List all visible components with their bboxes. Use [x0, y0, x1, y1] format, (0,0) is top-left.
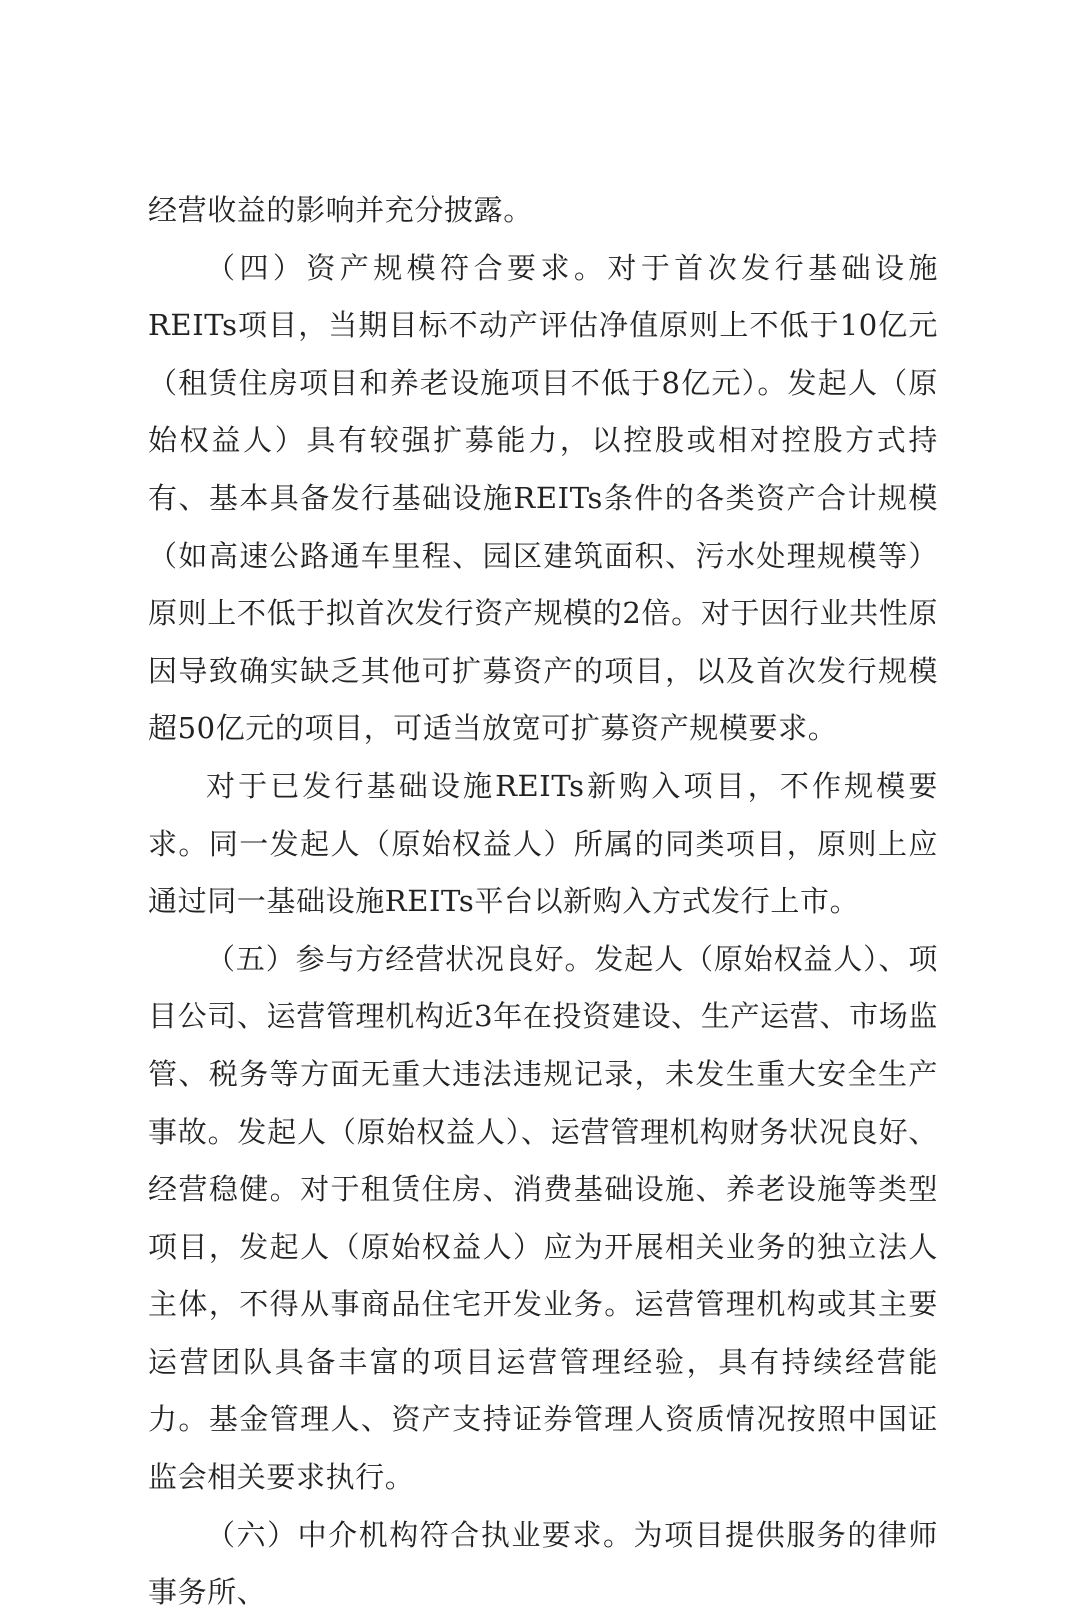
paragraph-new-acquisition [148, 758, 938, 931]
paragraph-asset-scale [148, 240, 938, 758]
paragraph-text: 发起人（原始权益人）、项目公司、运营管理机构近3年在投资建设、生产运营、市场监管、税务等方面无重大违法违规记录，未发生重大安全生产事故。发起人（原始权益人）、运营管理机构财务状况良好、经营稳健。对于租赁住房、消费基础设施、养老设施等类型项目，发起人（原始权益人）应为开展相关业务的独立法人主体，不得从事商品住宅开发业务。运营管理机构或其主要运营团队具备丰富的项目运营管理经验，具有持续经营能力。基金管理人、资产支持证券管理人资质情况按照中国证监会相关要求执行。 [148, 941, 939, 1495]
paragraph-participants [148, 931, 938, 1507]
section-heading-6: （六）中介机构符合执业要求。 [206, 1517, 634, 1552]
document-page [148, 182, 938, 1622]
paragraph-text: 对于已发行基础设施REITs新购入项目，不作规模要求。同一发起人（原始权益人）所属的同类项目，原则上应通过同一基础设施REITs平台以新购入方式发行上市。 [148, 768, 938, 919]
paragraph-text: 经营收益的影响并充分披露。 [148, 193, 533, 227]
paragraph-text: 对于首次发行基础设施REITs项目，当期目标不动产评估净值原则上不低于10亿元（租赁住房项目和养老设施项目不低于8亿元）。发起人（原始权益人）具有较强扩募能力，以控股或相对控股方式持有、基本具备发行基础设施REITs条件的各类资产合计规模（如高速公路通车里程、园区建筑面积、污水处理规模等）原则上不低于拟首次发行资产规模的2倍。对于因行业共性原因导致确实缺乏其他可扩募资产的项目，以及首次发行规模超50亿元的项目，可适当放宽可扩募资产规模要求。 [148, 250, 938, 746]
section-heading-5: （五）参与方经营状况良好。 [206, 941, 595, 976]
paragraph-continuation [148, 182, 938, 240]
paragraph-text: 为项目提供服务的律师事务所、 [148, 1517, 938, 1610]
paragraph-intermediaries [148, 1507, 938, 1622]
section-heading-4: （四）资产规模符合要求。 [206, 250, 608, 285]
